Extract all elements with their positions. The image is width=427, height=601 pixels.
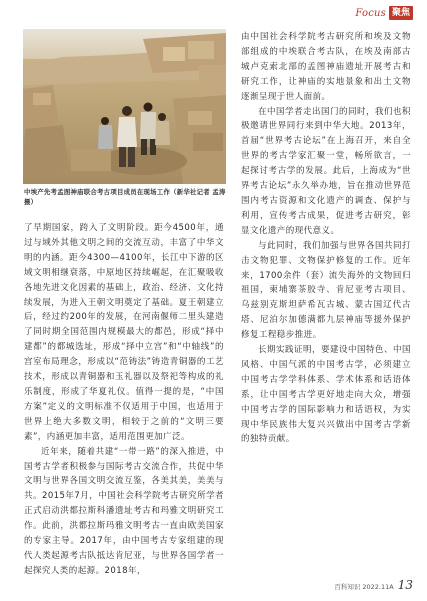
paragraph: 与此同时，我们加强与世界各国共同打击文物犯罪、文物保护修复的工作。近年来，1700余件（套）流失海外的文物回归祖国，柬埔寨茶胶寺、肯尼亚考古项目、乌兹别克斯坦萨希瓦古城、蒙古国辽代古塔、尼泊尔加德满都九层神庙等援外保护修复工程稳步推进。	[241, 240, 411, 341]
page-number: 13	[397, 578, 413, 592]
paragraph: 长期实践证明，要建设中国特色、中国风格、中国气派的中国考古学，必须建立中国考古学学科体系、学术体系和话语体系，让中国考古学更好地走向大众，增强中国考古学的国际影响力和话语权，为实现中华民族伟大复兴兴做出中国考古学新的独特贡献。	[241, 345, 411, 445]
section-label-en: Focus	[355, 7, 386, 19]
paragraph: 由中国社会科学院考古研究所和埃及文物部组成的中埃联合考古队，在埃及南部古城卢克索北部的孟图神庙遗址开展考古和研究工作，让神庙的实地景象和出土文物逐渐呈现于世人面前。	[241, 32, 411, 102]
section-label-cn: 聚焦	[389, 6, 413, 20]
paragraph: 近年来，随着共建“一带一路”的深入推进，中国考古学者积极参与国际考古交流合作，共促中华文明与世界各国文明交流互鉴，各美其美，美美与共。2015年7月，中国社会科学院考古研究所学者正式启动洪都拉斯科潘遗址考古和玛雅文明研究工作。此前，洪都拉斯玛雅文明考古一直由欧美国家的专家主导。2017年，由中国考古专家组建的现代人类起源考古队抵达肯尼亚，与世界各国学者一起探究人类的起源。2018年，	[24, 446, 224, 576]
left-column	[24, 221, 224, 579]
page-footer	[334, 578, 413, 592]
paragraph: 在中国学者走出国门的同时，我们也积极邀请世界同行来到中华大地。2013年，首届“世界考古论坛”在上海召开，来自全世界的考古学家汇聚一堂，畅所欲言，一起探讨考古学的发展。此后，上海成为“世界考古论坛”永久举办地，旨在推动世界范围内考古资源和文化遗产的调查、保护与利用，宣传考古成果，促进考古研究，彰显文化遗产的现代意义。	[241, 106, 411, 236]
right-column	[241, 30, 411, 447]
excavation-photo-image	[23, 29, 226, 184]
paragraph: 了早期国家，跨入了文明阶段。距今4500年，通过与域外其他文明之间的交流互动，丰富了中华文明的内涵。距今4300—4100年，长江中下游的区域文明相继衰落，中原地区持续崛起，在汇聚吸收各地先进文化因素的基础上，政治、经济、文化持续发展，为进入王朝文明奠定了基础。夏王朝建立后，经过约200年的发展，在河南偃师二里头建造了同时期全国范围内规模最大的都邑，形成“择中建都”的都城选址，形成“择中立宫”和“中轴线”的宫室布局理念，形成以“范铸法”铸造青铜器的工艺技术，形成以青铜器和玉礼器以及祭祀等构成的礼乐制度，形成了华夏礼仪。值得一提的是，“中国方案”定义的文明标准不仅适用于中国，也适用于世界上绝大多数文明，相较于之前的“文明三要素”，内涵更加丰富，适用范围更加广泛。	[24, 223, 224, 442]
photo-caption: 中埃产先考孟图神庙联合考古项目成员在现场工作（新华社记者 孟涛摄）	[24, 188, 226, 206]
article-photo	[23, 29, 226, 184]
section-tag	[355, 6, 413, 20]
publication-info: 百科知识 2022.11A	[334, 583, 394, 591]
